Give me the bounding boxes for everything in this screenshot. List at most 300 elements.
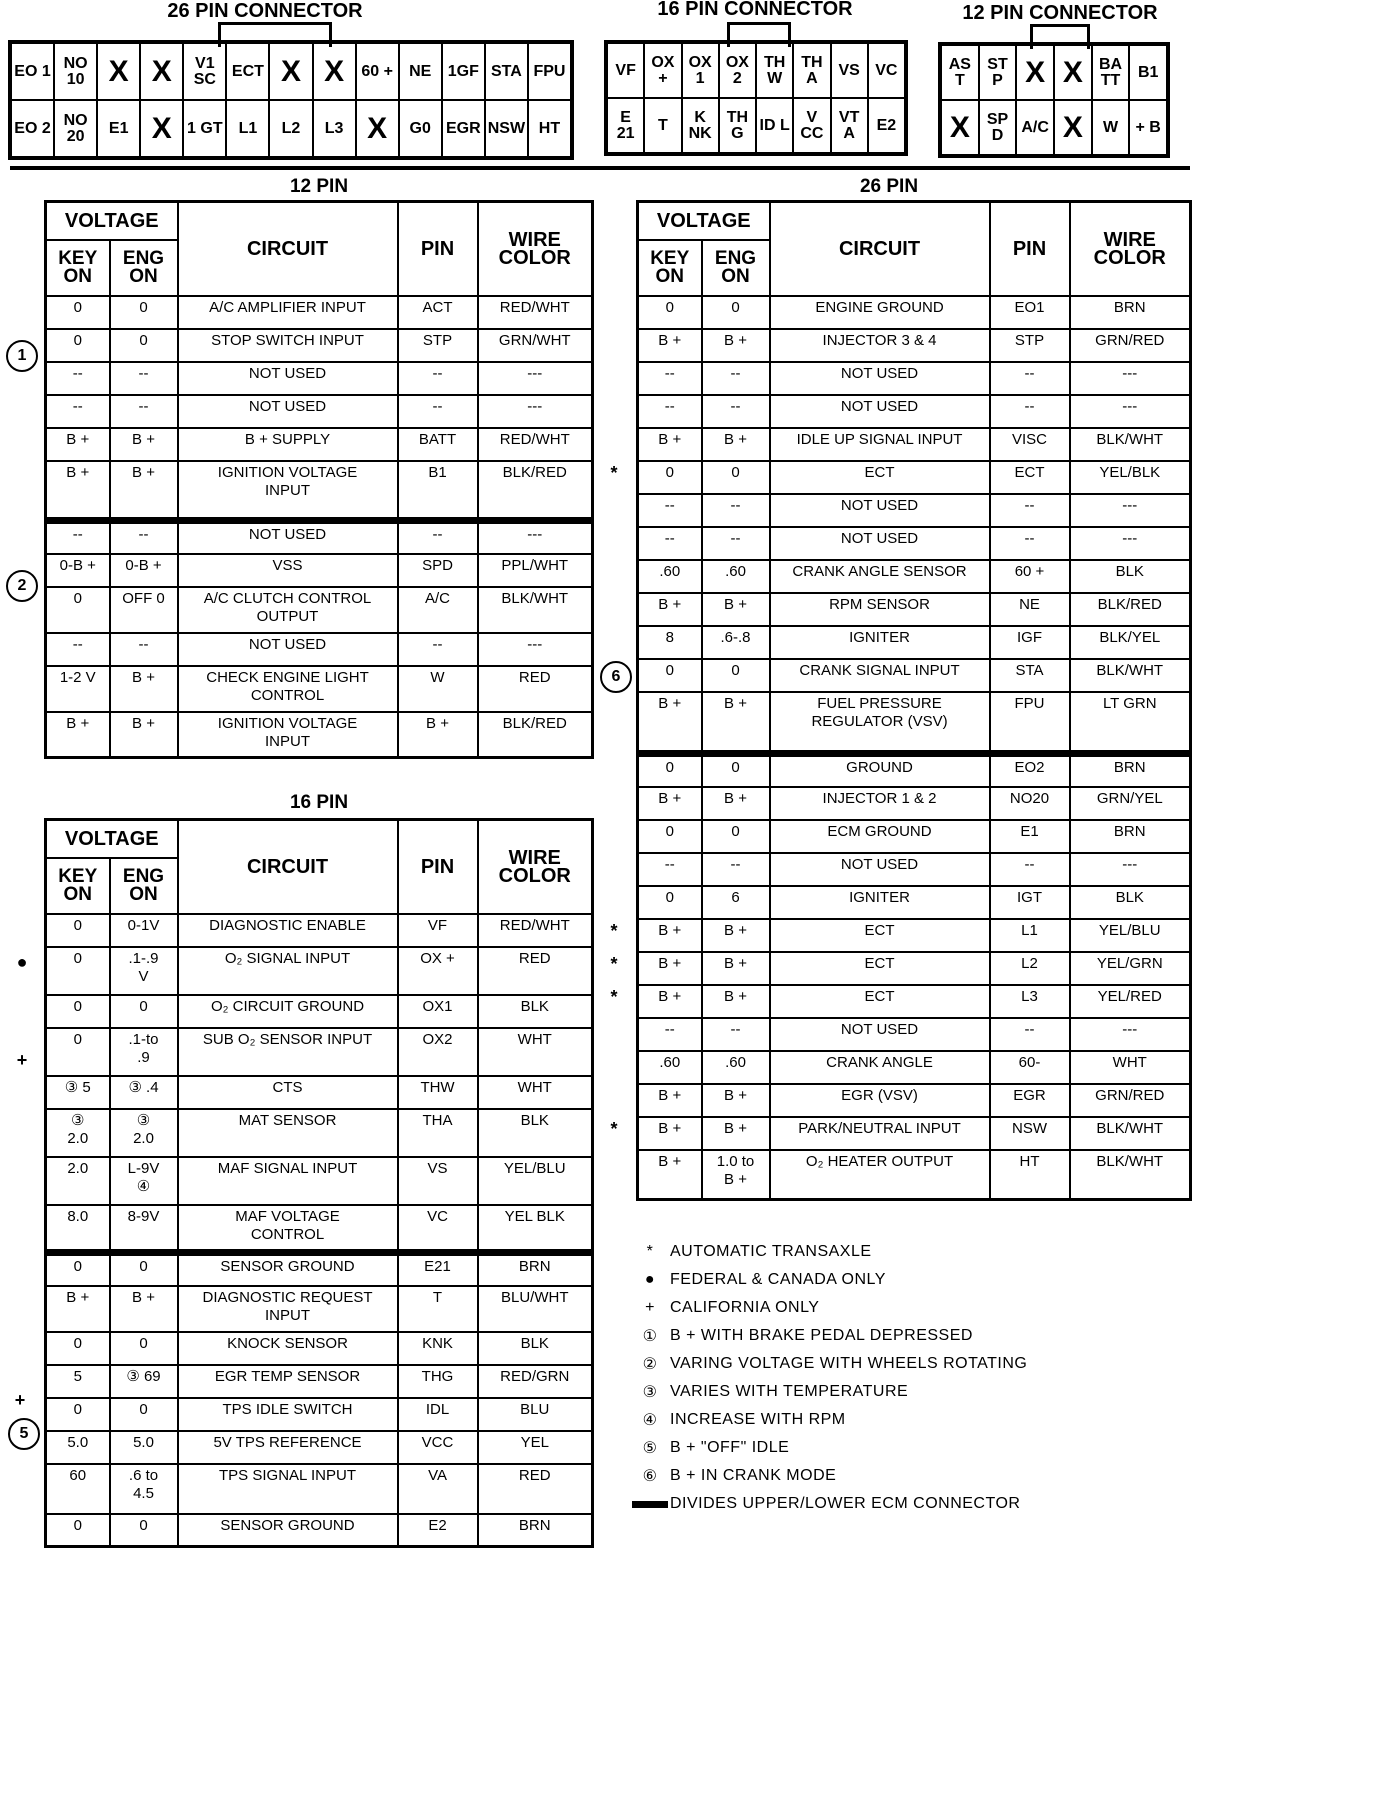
eng-cell: -- xyxy=(702,494,770,527)
eng-cell: 0 xyxy=(110,1332,178,1365)
note-6-marker: 6 xyxy=(600,661,632,693)
legend-symbol: ⑥ xyxy=(642,1468,658,1485)
table-row xyxy=(638,461,1191,494)
circuit-cell: NOT USED xyxy=(178,521,398,554)
key-cell: -- xyxy=(638,395,702,428)
pin-cell: -- xyxy=(398,521,478,554)
wire-cell: RED/WHT xyxy=(478,914,593,947)
pin-cell: EO1 xyxy=(990,296,1070,329)
california-plus-marker-2: + xyxy=(14,1390,26,1410)
connector-12-pin-bottom-2: SP D xyxy=(979,100,1017,155)
table-row xyxy=(638,853,1191,886)
table-row xyxy=(638,692,1191,754)
wire-cell: RED/WHT xyxy=(478,296,593,329)
pin-cell: E21 xyxy=(398,1253,478,1286)
key-cell: 0 xyxy=(46,947,110,995)
legend-symbol: ● xyxy=(644,1271,656,1288)
connector-26-pin-bottom-3: E1 xyxy=(97,100,140,157)
circuit-header: CIRCUIT xyxy=(770,202,990,296)
eng-cell: 5.0 xyxy=(110,1431,178,1464)
circuit-cell: ECT xyxy=(770,985,990,1018)
key-on-header: KEY ON xyxy=(638,240,702,296)
legend-item xyxy=(630,1490,1027,1518)
circuit-cell: NOT USED xyxy=(770,494,990,527)
pin-header: PIN xyxy=(990,202,1070,296)
eng-cell: -- xyxy=(702,853,770,886)
key-cell: 0 xyxy=(46,296,110,329)
legend xyxy=(630,1238,1027,1518)
connector-16-pin-bottom-5: ID L xyxy=(756,98,793,153)
pin-cell: FPU xyxy=(990,692,1070,754)
key-cell: -- xyxy=(638,527,702,560)
pin-header: PIN xyxy=(398,202,478,296)
wire-cell: BLU/WHT xyxy=(478,1286,593,1332)
table-row xyxy=(638,494,1191,527)
connector-12-pin-top-6: B1 xyxy=(1129,45,1167,100)
wire-cell: GRN/RED xyxy=(1070,329,1191,362)
eng-cell: -- xyxy=(702,395,770,428)
wire-cell: --- xyxy=(478,362,593,395)
connector-26-pin-top-7: X xyxy=(269,43,312,100)
legend-text: VARING VOLTAGE WITH WHEELS ROTATING xyxy=(670,1355,1028,1372)
key-cell: 0 xyxy=(46,1514,110,1547)
key-cell: -- xyxy=(638,853,702,886)
eng-on-header: ENG ON xyxy=(110,858,178,914)
circuit-cell: STOP SWITCH INPUT xyxy=(178,329,398,362)
key-cell: 0 xyxy=(46,1253,110,1286)
pin-cell: T xyxy=(398,1286,478,1332)
eng-cell: B + xyxy=(702,1117,770,1150)
connector-26-pin-bottom-9: X xyxy=(356,100,399,157)
note-5-marker: 5 xyxy=(8,1418,40,1450)
pin-cell: VS xyxy=(398,1157,478,1205)
eng-cell: 0 xyxy=(110,1514,178,1547)
connector-16-pin-bottom-3: K NK xyxy=(682,98,719,153)
connector-26-pin-top-12: STA xyxy=(485,43,528,100)
eng-cell: B + xyxy=(110,666,178,712)
connector-16-pin-top-7: VS xyxy=(831,43,868,98)
connector-16-pin-bottom-8: E2 xyxy=(868,98,905,153)
key-cell: 8 xyxy=(638,626,702,659)
table-row xyxy=(638,593,1191,626)
circuit-cell: IGNITION VOLTAGE INPUT xyxy=(178,461,398,521)
table-row xyxy=(46,1365,593,1398)
table-row xyxy=(46,1076,593,1109)
connector-16-pin-top-3: OX 1 xyxy=(682,43,719,98)
circuit-cell: CHECK ENGINE LIGHT CONTROL xyxy=(178,666,398,712)
table-row xyxy=(638,395,1191,428)
pin-cell: STP xyxy=(398,329,478,362)
key-cell: -- xyxy=(46,395,110,428)
circuit-cell: EGR TEMP SENSOR xyxy=(178,1365,398,1398)
table-row xyxy=(46,521,593,554)
wire-cell: --- xyxy=(478,395,593,428)
key-cell: -- xyxy=(638,362,702,395)
connector-26-pin-top-6: ECT xyxy=(226,43,269,100)
eng-cell: .6 to 4.5 xyxy=(110,1464,178,1514)
table-row xyxy=(638,1018,1191,1051)
circuit-cell: ECT xyxy=(770,919,990,952)
circuit-cell: NOT USED xyxy=(178,633,398,666)
connector-12-title: 12 PIN CONNECTOR xyxy=(962,2,1158,24)
connector-12-pin-bottom-3: A/C xyxy=(1016,100,1054,155)
table-row xyxy=(638,527,1191,560)
wire-cell: RED/GRN xyxy=(478,1365,593,1398)
key-cell: B + xyxy=(638,593,702,626)
table-row xyxy=(638,1150,1191,1200)
table-row xyxy=(638,560,1191,593)
key-cell: 0 xyxy=(638,820,702,853)
table-row xyxy=(638,659,1191,692)
key-cell: -- xyxy=(638,494,702,527)
wire-cell: LT GRN xyxy=(1070,692,1191,754)
connector-12-pin-bottom-6: + B xyxy=(1129,100,1167,155)
eng-cell: 0 xyxy=(702,659,770,692)
wire-cell: BLK/RED xyxy=(1070,593,1191,626)
pin-cell: SPD xyxy=(398,554,478,587)
circuit-cell: NOT USED xyxy=(770,395,990,428)
table-row xyxy=(638,754,1191,787)
table-row xyxy=(46,1253,593,1286)
pin-cell: HT xyxy=(990,1150,1070,1200)
pin-cell: -- xyxy=(398,362,478,395)
california-plus-marker: + xyxy=(16,1050,28,1070)
key-cell: ③ 5 xyxy=(46,1076,110,1109)
wire-color-header: WIRE COLOR xyxy=(478,202,593,296)
table-12-title: 12 PIN xyxy=(289,176,349,197)
connector-12-pin-bottom-4: X xyxy=(1054,100,1092,155)
legend-text: B + "OFF" IDLE xyxy=(670,1439,790,1456)
pin-cell: NO20 xyxy=(990,787,1070,820)
legend-item xyxy=(630,1322,1027,1350)
table-row xyxy=(638,952,1191,985)
pin-cell: -- xyxy=(990,1018,1070,1051)
key-cell: 5.0 xyxy=(46,1431,110,1464)
key-cell: 0 xyxy=(638,296,702,329)
circuit-cell: ECT xyxy=(770,952,990,985)
eng-cell: .1-to .9 xyxy=(110,1028,178,1076)
pin-cell: IGF xyxy=(990,626,1070,659)
pin-cell: IGT xyxy=(990,886,1070,919)
eng-cell: B + xyxy=(110,712,178,758)
key-cell: B + xyxy=(638,952,702,985)
connector-12 xyxy=(938,42,1170,158)
eng-cell: B + xyxy=(702,692,770,754)
connector-26-pin-bottom-1: EO 2 xyxy=(11,100,54,157)
legend-item xyxy=(630,1350,1027,1378)
key-cell: 0 xyxy=(46,1028,110,1076)
pin-cell: 60 + xyxy=(990,560,1070,593)
pin-cell: EO2 xyxy=(990,754,1070,787)
key-cell: B + xyxy=(638,1117,702,1150)
legend-symbol: + xyxy=(645,1299,655,1316)
connector-26-pin-bottom-7: L2 xyxy=(269,100,312,157)
table-row xyxy=(46,1157,593,1205)
circuit-cell: IGNITER xyxy=(770,626,990,659)
pin-cell: ECT xyxy=(990,461,1070,494)
circuit-cell: SUB O₂ SENSOR INPUT xyxy=(178,1028,398,1076)
connector-12-pin-top-3: X xyxy=(1016,45,1054,100)
eng-cell: -- xyxy=(702,527,770,560)
eng-cell: B + xyxy=(702,985,770,1018)
circuit-cell: RPM SENSOR xyxy=(770,593,990,626)
connector-26-pin-top-11: 1GF xyxy=(442,43,485,100)
legend-item xyxy=(630,1406,1027,1434)
wire-cell: BLK xyxy=(478,995,593,1028)
pin-cell: -- xyxy=(398,633,478,666)
key-cell: 0 xyxy=(46,587,110,633)
eng-cell: B + xyxy=(702,329,770,362)
wire-cell: YEL/GRN xyxy=(1070,952,1191,985)
connector-26-pin-bottom-8: L3 xyxy=(313,100,356,157)
connector-16-title: 16 PIN CONNECTOR xyxy=(657,0,853,20)
wire-cell: RED xyxy=(478,947,593,995)
circuit-cell: O₂ SIGNAL INPUT xyxy=(178,947,398,995)
key-cell: 0 xyxy=(46,995,110,1028)
key-cell: B + xyxy=(46,1286,110,1332)
key-cell: 0 xyxy=(638,754,702,787)
wire-cell: BLK/RED xyxy=(478,461,593,521)
eng-cell: ③ 69 xyxy=(110,1365,178,1398)
pin-cell: VC xyxy=(398,1205,478,1253)
wire-cell: --- xyxy=(1070,1018,1191,1051)
pin-cell: EGR xyxy=(990,1084,1070,1117)
eng-cell: B + xyxy=(110,1286,178,1332)
wire-cell: --- xyxy=(1070,494,1191,527)
connector-16-pin-bottom-2: T xyxy=(644,98,681,153)
pin-cell: -- xyxy=(990,362,1070,395)
circuit-cell: DIAGNOSTIC ENABLE xyxy=(178,914,398,947)
pin-cell: STP xyxy=(990,329,1070,362)
eng-cell: .6-.8 xyxy=(702,626,770,659)
wire-cell: RED/WHT xyxy=(478,428,593,461)
connector-16-pin-top-6: TH A xyxy=(793,43,830,98)
legend-symbol: ① xyxy=(642,1328,658,1345)
circuit-cell: EGR (VSV) xyxy=(770,1084,990,1117)
key-cell: B + xyxy=(46,461,110,521)
wire-cell: BLK/YEL xyxy=(1070,626,1191,659)
legend-symbol: ② xyxy=(642,1356,658,1373)
connector-12-pin-top-5: BA TT xyxy=(1092,45,1130,100)
table-26-pin xyxy=(636,200,1192,1201)
wire-cell: --- xyxy=(1070,527,1191,560)
connector-26-pin-top-13: FPU xyxy=(528,43,571,100)
pin-cell: -- xyxy=(398,395,478,428)
legend-item xyxy=(630,1238,1027,1266)
circuit-cell: SENSOR GROUND xyxy=(178,1253,398,1286)
wire-cell: --- xyxy=(478,521,593,554)
eng-cell: 0 xyxy=(702,461,770,494)
connector-16-pin-bottom-7: VT A xyxy=(831,98,868,153)
eng-cell: 0 xyxy=(702,754,770,787)
pin-cell: NE xyxy=(990,593,1070,626)
pin-cell: -- xyxy=(990,395,1070,428)
legend-item xyxy=(630,1266,1027,1294)
table-row xyxy=(638,626,1191,659)
table-row xyxy=(46,1028,593,1076)
connector-26-pin-top-1: EO 1 xyxy=(11,43,54,100)
key-cell: B + xyxy=(46,712,110,758)
pin-cell: -- xyxy=(990,527,1070,560)
legend-symbol: ③ xyxy=(642,1384,658,1401)
pin-cell: ACT xyxy=(398,296,478,329)
connector-16-pin-top-1: VF xyxy=(607,43,644,98)
key-cell: -- xyxy=(46,633,110,666)
table-26-title: 26 PIN xyxy=(859,176,919,197)
table-row xyxy=(46,395,593,428)
wire-cell: BLK/WHT xyxy=(1070,659,1191,692)
pin-cell: THA xyxy=(398,1109,478,1157)
table-row xyxy=(46,633,593,666)
connector-26-pin-bottom-13: HT xyxy=(528,100,571,157)
eng-cell: B + xyxy=(702,952,770,985)
circuit-cell: CRANK SIGNAL INPUT xyxy=(770,659,990,692)
connector-26-pin-top-4: X xyxy=(140,43,183,100)
legend-text: CALIFORNIA ONLY xyxy=(670,1299,820,1316)
circuit-cell: KNOCK SENSOR xyxy=(178,1332,398,1365)
pin-header: PIN xyxy=(398,820,478,914)
key-cell: -- xyxy=(638,1018,702,1051)
pin-cell: B + xyxy=(398,712,478,758)
table-row xyxy=(46,587,593,633)
table-row xyxy=(46,1514,593,1547)
key-cell: -- xyxy=(46,362,110,395)
pin-cell: THW xyxy=(398,1076,478,1109)
legend-symbol: ⑤ xyxy=(642,1440,658,1457)
circuit-cell: SENSOR GROUND xyxy=(178,1514,398,1547)
connector-26-pin-top-8: X xyxy=(313,43,356,100)
automatic-transaxle-marker: * xyxy=(610,987,618,1007)
pin-cell: B1 xyxy=(398,461,478,521)
eng-cell: OFF 0 xyxy=(110,587,178,633)
key-cell: .60 xyxy=(638,1051,702,1084)
pin-cell: -- xyxy=(990,853,1070,886)
wire-cell: YEL xyxy=(478,1431,593,1464)
voltage-header: VOLTAGE xyxy=(46,202,178,240)
circuit-cell: VSS xyxy=(178,554,398,587)
eng-cell: B + xyxy=(702,1084,770,1117)
key-cell: 5 xyxy=(46,1365,110,1398)
pin-cell: KNK xyxy=(398,1332,478,1365)
wire-cell: PPL/WHT xyxy=(478,554,593,587)
key-cell: 0 xyxy=(46,914,110,947)
wire-cell: BLK/WHT xyxy=(1070,428,1191,461)
legend-text: AUTOMATIC TRANSAXLE xyxy=(670,1243,872,1260)
legend-item xyxy=(630,1434,1027,1462)
connector-16 xyxy=(604,40,908,156)
connector-26-pin-bottom-10: G0 xyxy=(399,100,442,157)
connector-12-pin-top-4: X xyxy=(1054,45,1092,100)
wire-cell: BRN xyxy=(1070,820,1191,853)
circuit-cell: NOT USED xyxy=(770,1018,990,1051)
circuit-cell: IGNITION VOLTAGE INPUT xyxy=(178,712,398,758)
eng-cell: -- xyxy=(702,1018,770,1051)
eng-cell: .60 xyxy=(702,560,770,593)
table-row xyxy=(638,329,1191,362)
eng-cell: 0 xyxy=(110,329,178,362)
table-16-title: 16 PIN xyxy=(289,792,349,813)
pin-cell: E2 xyxy=(398,1514,478,1547)
eng-cell: B + xyxy=(702,787,770,820)
wire-cell: --- xyxy=(478,633,593,666)
table-row xyxy=(46,461,593,521)
pin-cell: VA xyxy=(398,1464,478,1514)
automatic-transaxle-marker: * xyxy=(610,921,618,941)
table-row xyxy=(46,362,593,395)
key-on-header: KEY ON xyxy=(46,240,110,296)
table-row xyxy=(46,554,593,587)
table-row xyxy=(46,666,593,712)
table-12-pin xyxy=(44,200,594,759)
key-cell: 0 xyxy=(638,461,702,494)
automatic-transaxle-marker: * xyxy=(610,954,618,974)
connector-12-pin-bottom-5: W xyxy=(1092,100,1130,155)
eng-cell: 0 xyxy=(110,1253,178,1286)
circuit-cell: A/C CLUTCH CONTROL OUTPUT xyxy=(178,587,398,633)
circuit-cell: TPS SIGNAL INPUT xyxy=(178,1464,398,1514)
connector-16-pin-bottom-6: V CC xyxy=(793,98,830,153)
eng-cell: 0-B + xyxy=(110,554,178,587)
pin-cell: BATT xyxy=(398,428,478,461)
table-row xyxy=(46,428,593,461)
pin-cell: E1 xyxy=(990,820,1070,853)
table-row xyxy=(46,1332,593,1365)
key-cell: B + xyxy=(638,1150,702,1200)
table-row xyxy=(46,995,593,1028)
connector-26-pin-top-9: 60 + xyxy=(356,43,399,100)
pin-cell: -- xyxy=(990,494,1070,527)
connector-26-title: 26 PIN CONNECTOR xyxy=(167,0,363,22)
key-on-header: KEY ON xyxy=(46,858,110,914)
connector-26-pin-bottom-5: 1 GT xyxy=(183,100,226,157)
key-cell: 0 xyxy=(46,1332,110,1365)
eng-cell: ③ .4 xyxy=(110,1076,178,1109)
eng-cell: ③ 2.0 xyxy=(110,1109,178,1157)
key-cell: B + xyxy=(638,985,702,1018)
connector-26-pin-bottom-11: EGR xyxy=(442,100,485,157)
eng-cell: 0 xyxy=(702,296,770,329)
wire-cell: RED xyxy=(478,1464,593,1514)
circuit-cell: ECM GROUND xyxy=(770,820,990,853)
wire-cell: BLK xyxy=(478,1332,593,1365)
legend-text: DIVIDES UPPER/LOWER ECM CONNECTOR xyxy=(670,1495,1021,1512)
circuit-cell: CTS xyxy=(178,1076,398,1109)
circuit-cell: NOT USED xyxy=(770,527,990,560)
wire-cell: WHT xyxy=(478,1028,593,1076)
wire-cell: GRN/WHT xyxy=(478,329,593,362)
wire-cell: YEL/RED xyxy=(1070,985,1191,1018)
table-row xyxy=(46,1109,593,1157)
key-cell: 8.0 xyxy=(46,1205,110,1253)
circuit-cell: MAT SENSOR xyxy=(178,1109,398,1157)
table-row xyxy=(46,1286,593,1332)
table-row xyxy=(638,820,1191,853)
eng-on-header: ENG ON xyxy=(110,240,178,296)
divider-bar-icon xyxy=(630,1495,670,1513)
legend-text: B + WITH BRAKE PEDAL DEPRESSED xyxy=(670,1327,973,1344)
circuit-header: CIRCUIT xyxy=(178,820,398,914)
wire-cell: --- xyxy=(1070,362,1191,395)
table-row xyxy=(638,362,1191,395)
wire-cell: BRN xyxy=(1070,296,1191,329)
automatic-transaxle-marker: * xyxy=(610,1119,618,1139)
table-16-pin xyxy=(44,818,594,1548)
circuit-header: CIRCUIT xyxy=(178,202,398,296)
circuit-cell: CRANK ANGLE SENSOR xyxy=(770,560,990,593)
key-cell: .60 xyxy=(638,560,702,593)
eng-cell: -- xyxy=(110,521,178,554)
connector-16-pin-bottom-1: E 21 xyxy=(607,98,644,153)
